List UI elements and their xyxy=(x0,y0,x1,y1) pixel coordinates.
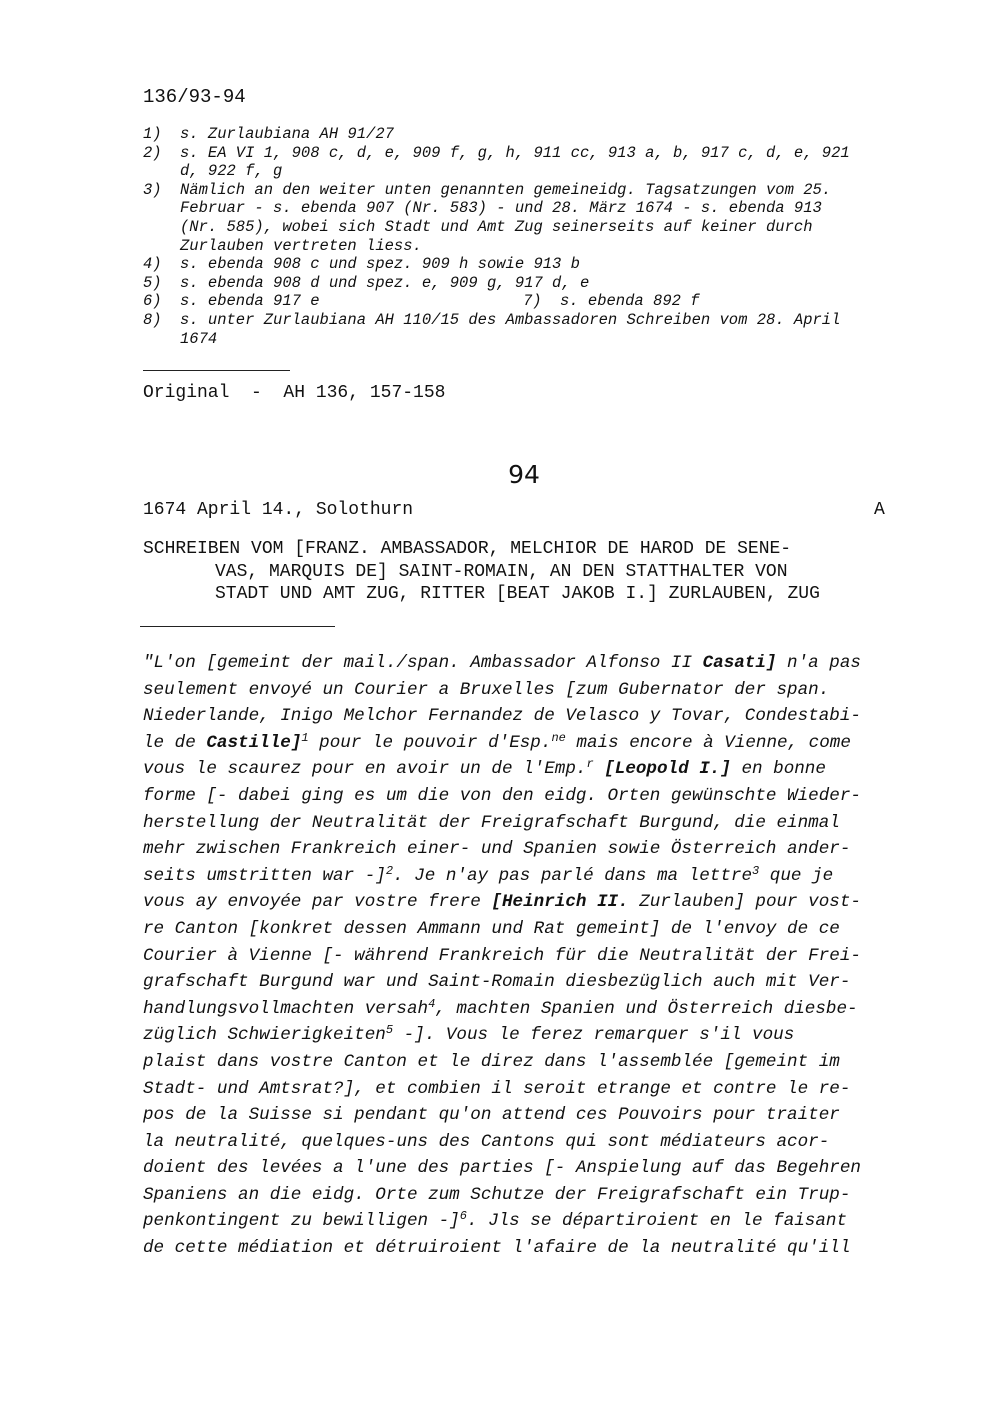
body-line: pos de la Suisse si pendant qu'on attend ces Pouvoirs pour traiter xyxy=(143,1105,840,1126)
title-line: STADT UND AMT ZUG, RITTER [BEAT JAKOB I.] ZURLAUBEN, ZUG xyxy=(215,584,820,604)
body-line: handlungsvollmachten versah$^4$, machten Spanien und Österreich diesbe- xyxy=(143,996,858,1019)
footnote-number: 2) xyxy=(143,143,162,162)
body-line: Spaniens an die eidg. Orte zum Schutze der Freigrafschaft ein Trup- xyxy=(143,1184,851,1205)
footnote-text: s. ebenda 917 e xyxy=(180,292,320,311)
source-reference: Original - AH 136, 157-158 xyxy=(143,383,446,403)
letter-body xyxy=(143,650,913,1262)
body-line: mehr zwischen Frankreich einer- und Spanien sowie Österreich ander- xyxy=(143,839,851,860)
footnote-2 xyxy=(143,144,913,181)
footnote-ref: 1 xyxy=(301,730,309,745)
document-title xyxy=(143,538,820,606)
body-line: "L'on [gemeint der mail./span. Ambassador Alfonso II Casati] n'a pas xyxy=(143,653,861,673)
footnote-line: s. ebenda 908 c und spez. 909 h sowie 913 b xyxy=(180,255,580,274)
footnotes xyxy=(143,125,913,348)
body-line: plaist dans vostre Canton et le direz dans l'assemblée [gemeint im xyxy=(143,1051,840,1072)
body-line: la neutralité, quelques-uns des Cantons qui sont médiateurs acor- xyxy=(143,1131,830,1152)
body-line: penkontingent zu bewilligen -]$^6$. Jls se départiroient en le faisant xyxy=(143,1209,848,1232)
footnote-line: s. EA VI 1, 908 c, d, e, 909 f, g, h, 911 cc, 913 a, b, 917 c, d, e, 921 xyxy=(180,143,850,162)
document-number: 94 xyxy=(508,460,540,489)
body-line: doient des levées a l'une des parties [- Anspielung auf das Begehren xyxy=(143,1158,861,1179)
footnote-line: d, 922 f, g xyxy=(180,162,283,181)
footnote-line: Februar - s. ebenda 907 (Nr. 583) - und 28. März 1674 - s. ebenda 913 xyxy=(180,199,822,218)
body-line: seits umstritten war -]$^2$. Je n'ay pas parlé dans ma lettre$^3$ que je xyxy=(143,863,834,886)
body-line: Courier à Vienne [- während Frankreich für die Neutralität der Frei- xyxy=(143,945,861,966)
footnote-line: 1674 xyxy=(180,329,218,348)
footnote-line xyxy=(180,292,913,311)
body-line: herstellung der Neutralität der Freigrafschaft Burgund, die einmal xyxy=(143,812,840,833)
body-line: züglich Schwierigkeiten$^5$ -]. Vous le ferez remarquer s'il vous xyxy=(143,1023,795,1046)
body-line: forme [- dabei ging es um die von den eidg. Orten gewünschte Wieder- xyxy=(143,785,861,806)
footnote-line: Zurlauben vertreten liess. xyxy=(180,236,422,255)
footnote-divider xyxy=(143,370,290,371)
footnote-ref: 4 xyxy=(428,996,436,1011)
title-line: VAS, MARQUIS DE] SAINT-ROMAIN, AN DEN STATTHALTER VON xyxy=(215,561,788,582)
footnote-number: 5) xyxy=(143,273,162,292)
body-line: grafschaft Burgund war und Saint-Romain diesbezüglich auch mit Ver- xyxy=(143,972,851,993)
page-reference: 136/93-94 xyxy=(143,86,246,108)
date-place: 1674 April 14., Solothurn xyxy=(143,500,414,520)
body-line: seulement envoyé un Courier a Bruxelles [zum Gubernator der span. xyxy=(143,679,830,700)
footnote-1 xyxy=(143,125,913,144)
footnote-ref: 6 xyxy=(459,1209,467,1224)
body-line: re Canton [konkret dessen Ammann und Rat gemeint] de l'envoy de ce xyxy=(143,918,840,939)
footnote-ref: 2 xyxy=(385,863,394,878)
body-line: vous le scaurez pour en avoir un de l'Emp.$^r$ [Leopold I.] en bonne xyxy=(143,757,826,780)
footnote-text: s. ebenda 892 f xyxy=(560,292,700,311)
body-line: le de Castille]$^1$ pour le pouvoir d'Esp.$^{ne}$ mais encore à Vienne, come xyxy=(143,730,851,753)
footnote-number: 3) xyxy=(143,180,162,199)
title-divider xyxy=(140,626,335,627)
footnote-number: 4) xyxy=(143,255,162,274)
footnote-5 xyxy=(143,274,913,293)
footnote-line: s. Zurlaubiana AH 91/27 xyxy=(180,125,394,143)
footnote-number: 1) xyxy=(143,125,162,143)
title-line: SCHREIBEN VOM [FRANZ. AMBASSADOR, MELCHIOR DE HAROD DE SENE- xyxy=(143,539,792,559)
footnote-line: (Nr. 585), wobei sich Stadt und Amt Zug seinerseits auf keiner durch xyxy=(180,217,813,236)
footnote-3 xyxy=(143,181,913,255)
footnote-number: 7) xyxy=(523,292,542,311)
footnote-ref: 5 xyxy=(385,1023,394,1038)
body-line: Stadt- und Amtsrat?], et combien il seroit etrange et contre le re- xyxy=(143,1078,851,1099)
footnote-line: s. ebenda 908 d und spez. e, 909 g, 917 d, e xyxy=(180,273,590,292)
footnote-ref: 3 xyxy=(752,863,760,878)
body-line: Niederlande, Inigo Melchor Fernandez de Velasco y Tovar, Condestabi- xyxy=(143,706,861,727)
footnote-number: 8) xyxy=(143,310,162,329)
footnote-8 xyxy=(143,311,913,348)
footnote-number: 6) xyxy=(143,292,162,311)
category-letter: A xyxy=(874,500,885,520)
footnote-6 xyxy=(143,292,913,311)
body-line: de cette médiation et détruiroient l'afaire de la neutralité qu'ill xyxy=(143,1238,851,1259)
footnote-4 xyxy=(143,255,913,274)
footnote-line: Nämlich an den weiter unten genannten gemeineidg. Tagsatzungen vom 25. xyxy=(180,180,832,199)
footnote-line: s. unter Zurlaubiana AH 110/15 des Ambassadoren Schreiben vom 28. April xyxy=(180,310,841,329)
body-line: vous ay envoyée par vostre frere [Heinrich II. Zurlauben] pour vost- xyxy=(143,892,861,913)
